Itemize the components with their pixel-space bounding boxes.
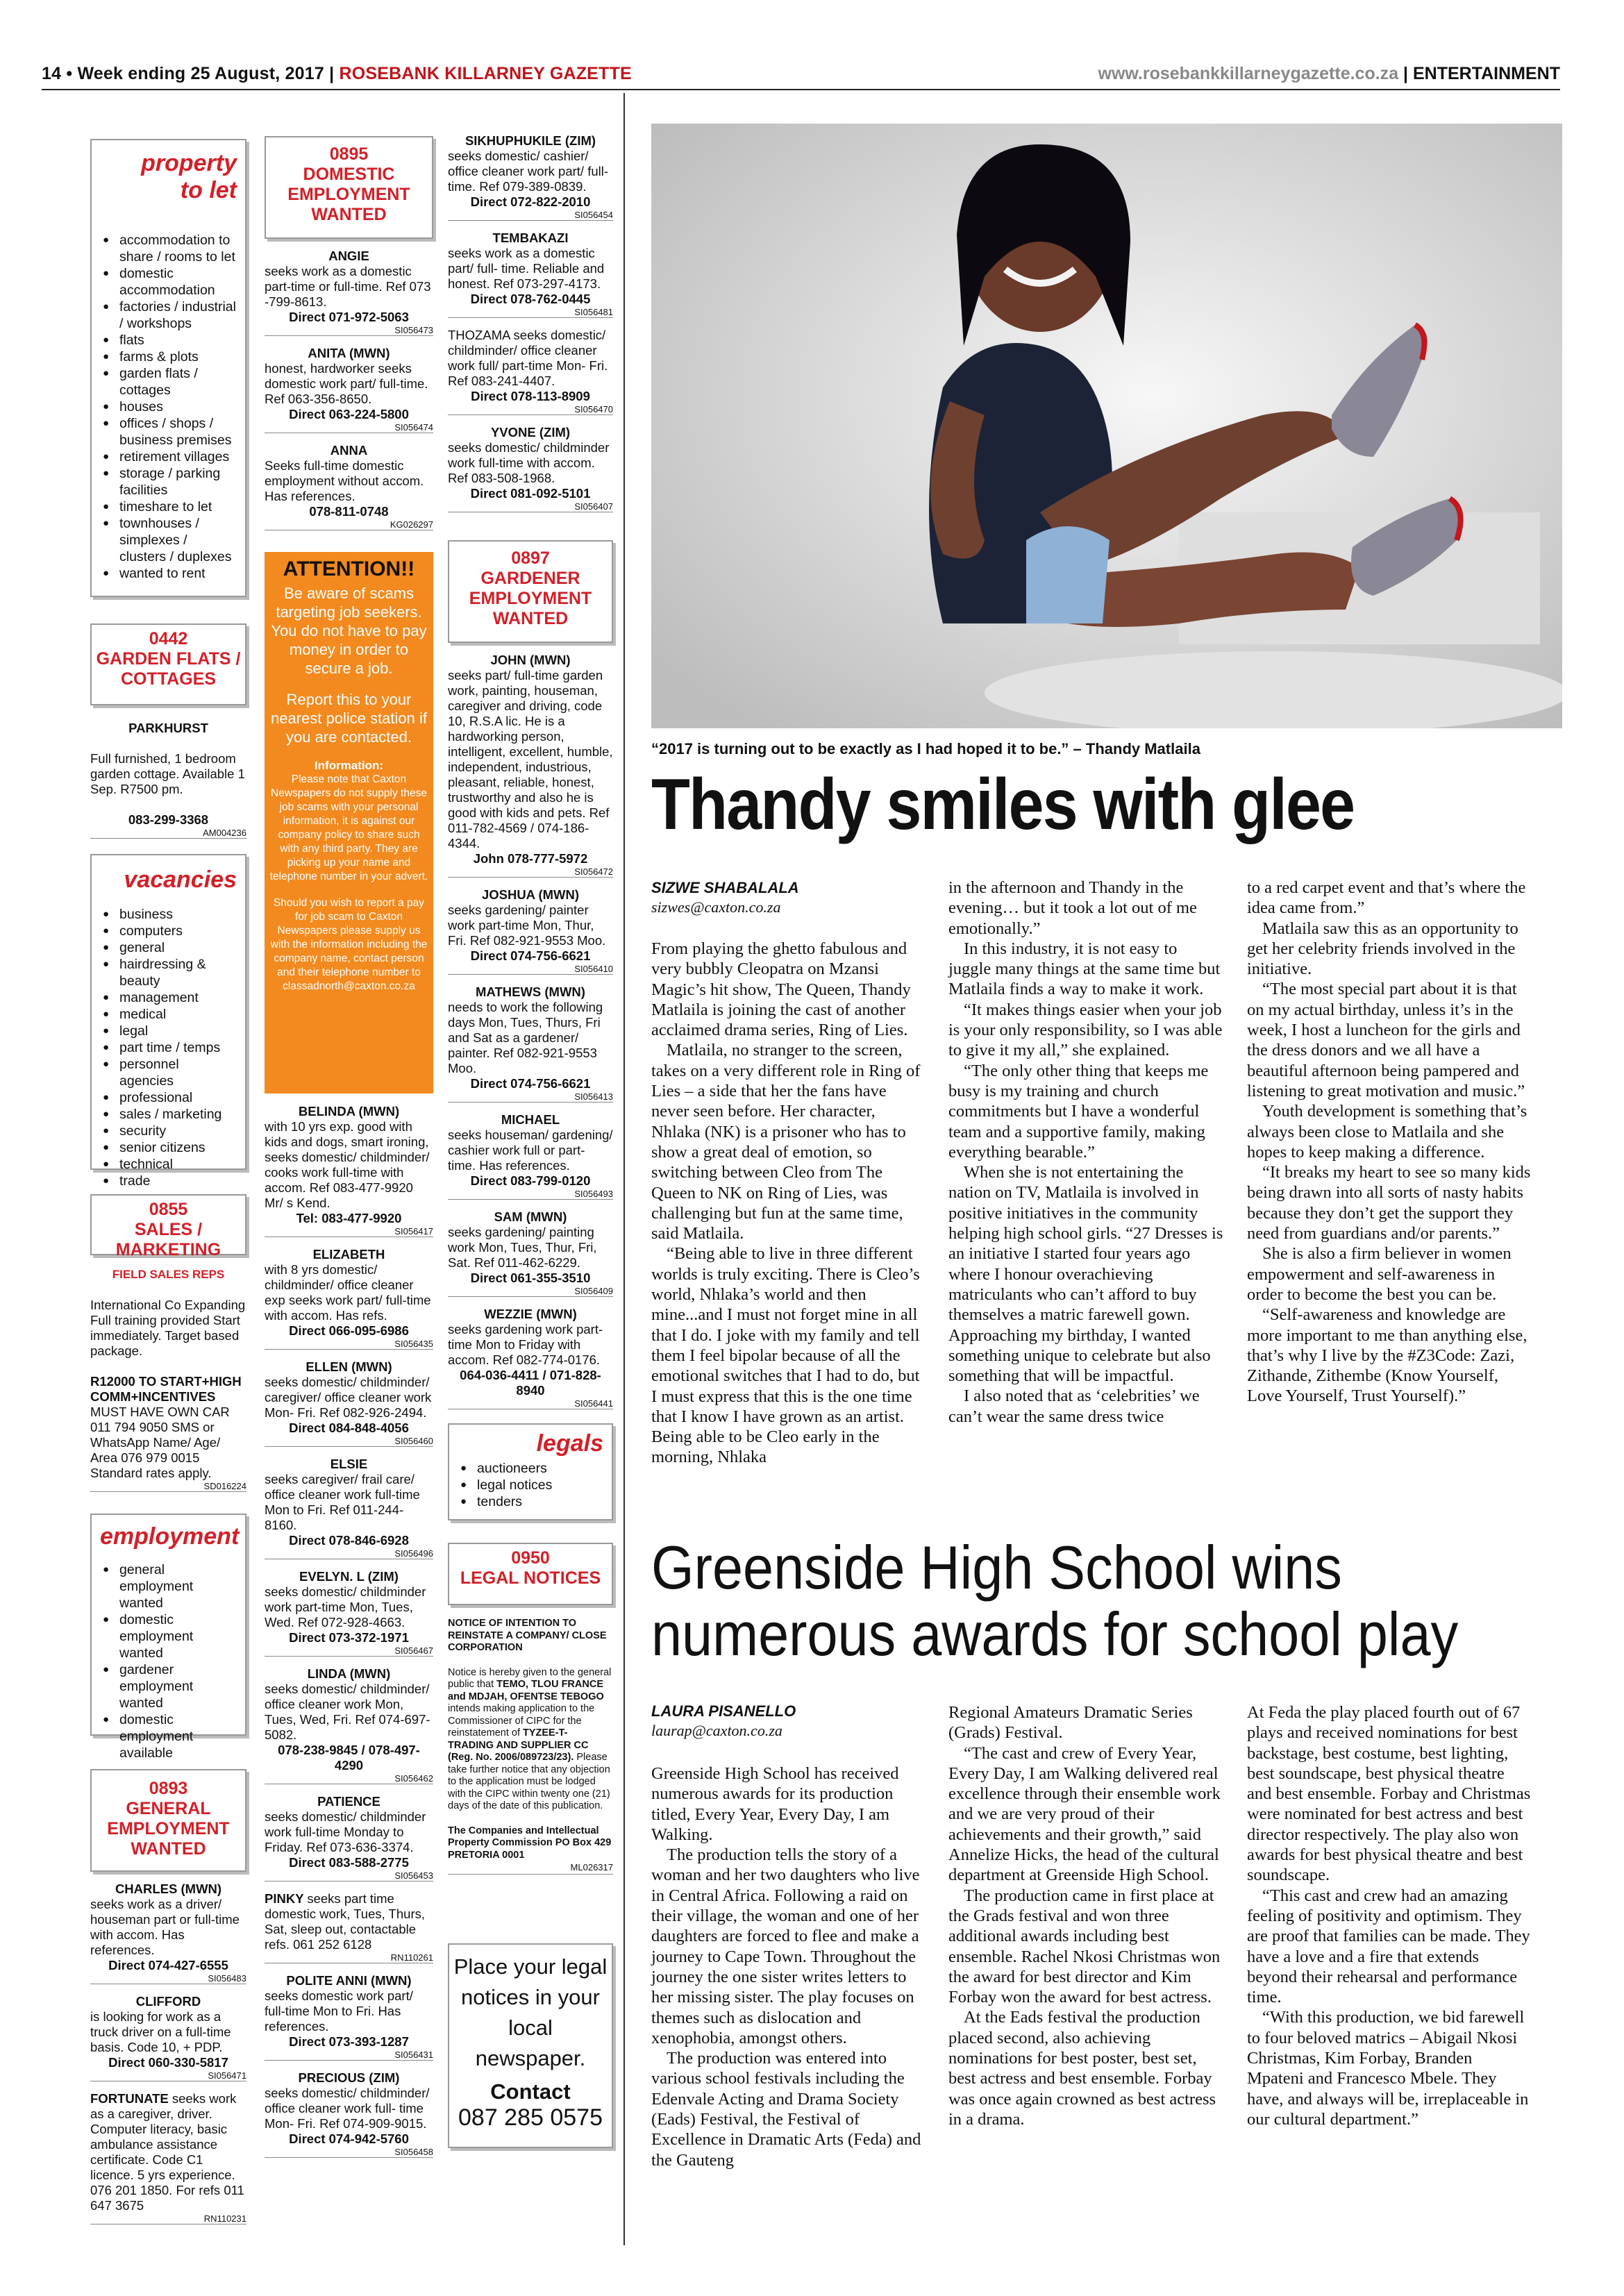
place-notice-text: Place your legal notices in your local newspaper. (453, 1954, 608, 2070)
ad-text: seeks domestic/ cashier/ office cleaner work part/ full-time. Ref 079-389-0839. (448, 149, 609, 194)
ad-phone: Direct 071-972-5063 (289, 310, 409, 324)
col3-ads-bottom (448, 653, 613, 1419)
ad-text: THOZAMA seeks domestic/ childminder/ office cleaner work full/ part-time Mon- Fri. Ref 083-241-4407. (448, 328, 608, 388)
ad-name: SAM (MWN) (494, 1209, 567, 1224)
category-list-item: ● part time / temps (100, 1039, 237, 1056)
category-list-item: ● wanted to rent (100, 565, 237, 582)
category-list-item: ● technical (100, 1156, 237, 1173)
category-list-item: ● personnel agencies (100, 1056, 237, 1089)
attention-info-text: Should you wish to report a pay for job scam to Caxton Newspapers please supply us with the information including the company name, contact person and their telephone number to classadnorth@caxton.co.za (270, 897, 428, 992)
ad-text: seeks domestic/ childminder work part-time Mon, Tues, Wed. Ref 072-928-4663. (265, 1584, 426, 1629)
ad-text: seeks work as a driver/ houseman part or full-time with accom. Has references. (90, 1897, 240, 1957)
article2-email[interactable]: laurap@caxton.co.za (651, 1722, 782, 1739)
ad-text: seeks work as a domestic part-time or full-time. Ref 073 -799-8613. (265, 264, 431, 309)
category-number: 0442 (149, 629, 188, 648)
ad-name: ANGIE (328, 249, 369, 263)
ad-text: Seeks full-time domestic employment without accom. Has references. (265, 458, 424, 503)
ad-ref: SI056407 (448, 501, 613, 512)
ad-text: seeks work as a caregiver, driver. Computer literacy, basic ambulance assistance certificate. Code C1 licence. 5 yrs experience. 076 201 1850. For refs 011 647 3675 (90, 2091, 244, 2213)
attention-info-text: Please note that Caxton Newspapers do not supply these job scams with your personal information, it is against our company policy to share such with any third party. They are picking up your name and telephone number in your advert. (269, 773, 428, 882)
ad-ref: SI056472 (448, 866, 613, 878)
ad-phone: Direct 081-092-5101 (470, 486, 591, 501)
category-list-item: ● legal (100, 1023, 237, 1039)
place-notice-phone: 087 285 0575 (458, 2104, 603, 2131)
ad-name: CHARLES (MWN) (115, 1882, 222, 1896)
ad-text: needs to work the following days Mon, Tues, Thurs, Fri and Sat as a gardener/ painter. Ref 082-921-9553 Moo. (448, 1000, 603, 1075)
ad-name: MICHAEL (501, 1112, 560, 1127)
ad-text: seeks domestic/ childminder work full-time Monday to Friday. Ref 073-636-3374. (265, 1809, 426, 1854)
category-list-item: ● auctioneers (458, 1460, 603, 1477)
article-paragraph: The production came in first place at the Grads festival and won three additional awards including best ensemble. Rachel Nkosi Christmas won the award for best director and Kim Forbay won the award for best actress. (948, 1886, 1221, 2007)
legal-notice-text: Notice is hereby given to the general public that (448, 1666, 612, 1690)
category-list-item: ● gardener employment wanted (100, 1661, 237, 1711)
ad-ref: SI056493 (448, 1189, 613, 1200)
scam-attention-box (265, 552, 433, 1093)
category-list-item: ● timeshare to let (100, 498, 237, 515)
classified-ad (265, 1794, 433, 1882)
category-list-item: ● storage / parking facilities (100, 465, 237, 498)
legal-notice-title: NOTICE OF INTENTION TO REINSTATE A COMPANY/ CLOSE CORPORATION (448, 1618, 607, 1653)
category-list-item: ● houses (100, 399, 237, 415)
column-divider (623, 93, 625, 2245)
ad-phone: Direct 084-848-4056 (289, 1421, 409, 1435)
ad-name: MATHEWS (MWN) (476, 984, 585, 999)
category-list-item: ● domestic employment available (100, 1711, 237, 1761)
ad-ref: SI056481 (448, 307, 613, 318)
article-paragraph: “The most special part about it is that on my actual birthday, unless it’s in the week, I host a luncheon for the girls and the dress donors and we all have a beautiful afternoon being pampered and listening to great motivation and music.” (1247, 980, 1525, 1100)
classified-ad (448, 984, 613, 1103)
property-to-let-title: property to let (141, 150, 237, 204)
ad-phone: Direct 074-942-5760 (289, 2131, 409, 2146)
ad-name: ELSIE (330, 1457, 368, 1471)
ad-text: seeks gardening/ painter work part-time Mon, Thur, Fri. Ref 082-921-9553 Moo. (448, 903, 606, 948)
legal-notice (448, 1618, 613, 1875)
ad-field-sales (90, 1267, 246, 1502)
article-paragraph: “Self-awareness and knowledge are more important to me than anything else, that’s why I live by the #Z3Code: Zazi, Zithande, Zithembe (Know Yourself, Love Yourself, Trust Yourself).” (1247, 1305, 1527, 1406)
legals-title: legals (536, 1430, 603, 1457)
thandy-photo (651, 124, 1562, 728)
category-list-item: ● sales / marketing (100, 1106, 237, 1123)
article-paragraph: Matlaila, no stranger to the screen, takes on a very different role in Ring of Lies – a side that her the fans have never seen before. Her character, Nhlaka (NK) is a prisoner who has to show a great deal of emotion, so switching between Cleo from The Queen to NK on Ring of Lies, was challenging but fun at the same time, said Matlaila. (651, 1041, 921, 1243)
category-list-item: ● trade (100, 1173, 237, 1189)
ad-ref: RN110261 (265, 1952, 433, 1963)
classified-ad (265, 1891, 433, 1963)
ad-phone: Direct 060-330-5817 (108, 2055, 228, 2070)
ad-text: seeks domestic work part/ full-time Mon to Fri. Has references. (265, 1988, 413, 2034)
category-0855 (90, 1194, 246, 1259)
ad-name: PARKHURST (128, 721, 208, 735)
website-link[interactable]: www.rosebankkillarneygazette.co.za (1098, 64, 1399, 83)
article-paragraph: The production tells the story of a woman and her two daughters who live in Central Africa. Following a raid on their village, the woman and one of her daughters are forced to flee and make a journey to Cape Town. Throughout the journey the one sister writes letters to her missing sister. The play focuses on themes such as dislocation and xenophobia, amongst others. (651, 1845, 920, 2047)
section-name: ENTERTAINMENT (1412, 64, 1560, 83)
ad-phone: 083-299-3368 (128, 812, 209, 827)
category-list-item: ● domestic accommodation (100, 265, 237, 299)
ad-ref: SI056417 (265, 1226, 433, 1237)
category-list-item: ● townhouses / simplexes / clusters / duplexes (100, 515, 237, 565)
article-paragraph: “It breaks my heart to see so many kids being drawn into all sorts of nasty habits because they don’t get the support they need from guardians and/or parents.” (1247, 1163, 1531, 1243)
ad-text: seeks gardening work part-time Mon to Friday with accom. Ref 082-774-0176. (448, 1322, 603, 1367)
article-paragraph: From playing the ghetto fabulous and very bubbly Cleopatra on Mzansi Magic’s hit show, The Queen, Thandy Matlaila is joining the cast of another acclaimed drama series, Ring of Lies. (651, 939, 911, 1040)
classified-ad (265, 1457, 433, 1559)
ad-name: ELLEN (MWN) (305, 1359, 392, 1374)
attention-text: Be aware of scams targeting job seekers. You do not have to pay money in order to secure a job. (271, 585, 427, 677)
article-paragraph: “Being able to live in three different worlds is truly exciting. There is Cleo’s world, Nhlaka’s world and then mine...and I must not forget mine in all that I do. I joke with my family and tell them I feel bipolar because of all the emotional switches that I had to do, but I must express that this is the one time that I know I have grown as an artist. Being able to be Cleo early in the morning, Nhlaka (651, 1244, 920, 1467)
ad-title: FIELD SALES REPS (112, 1268, 225, 1281)
ad-name: ANNA (330, 443, 368, 458)
ad-text: seeks domestic/ childminder work full-time with accom. Ref 083-508-1968. (448, 440, 610, 485)
article-paragraph: At the Eads festival the production placed second, also achieving nominations for best poster, best set, best actress and best ensemble. Forbay was once again crowned as best actress in a drama. (948, 2008, 1216, 2129)
attention-info-title: Information: (314, 759, 384, 772)
article-paragraph: When she is not entertaining the nation on TV, Matlaila is involved in positive initiatives in the community helping high school girls. “27 Dresses is an initiative I started four years ago where I honour overachieving matriculants who can’t afford to buy themselves a matric farewell gown. Approaching my birthday, I wanted something unique to celebrate but also something that will be impactful. (948, 1163, 1223, 1386)
article2-col3 (1247, 1702, 1532, 2129)
ad-ref: SI056470 (448, 404, 613, 415)
article1-col2 (948, 878, 1223, 1427)
ad-name: BELINDA (MWN) (298, 1104, 400, 1118)
ad-ref: SI056460 (265, 1436, 433, 1447)
ad-text: with 10 yrs exp. good with kids and dogs, smart ironing, seeks domestic/ childminder/ cooks work full-time with accom. Ref 083-477-9920 Mr/ s Kend. (265, 1119, 430, 1210)
category-list-item: ● flats (100, 332, 237, 349)
vacancies-title: vacancies (124, 866, 237, 893)
article1-headline: Thandy smiles with glee (651, 764, 1355, 845)
vacancies-category-list (100, 906, 237, 1189)
vacancies-box (90, 854, 246, 1189)
category-list-item: ● hairdressing & beauty (100, 956, 237, 989)
ad-phone: Direct 078-762-0445 (470, 292, 591, 306)
article2-author: LAURA PISANELLO (651, 1702, 796, 1720)
article-paragraph: “The cast and crew of Every Year, Every Day, I am Walking delivered real excellence through their ensemble work and we are very proud of their achievements and their growth,” said Annelize Hicks, the head of the cultural department at Greenside High School. (948, 1743, 1221, 1885)
article-paragraph: Greenside High School has received numerous awards for its production titled, Every Year, Every Day, I am Walking. (651, 1764, 899, 1844)
classified-ad (90, 1882, 246, 1984)
category-list-item: ● legal notices (458, 1477, 603, 1493)
classified-ad (448, 1112, 613, 1200)
classified-ad (265, 249, 433, 336)
ad-text: honest, hardworker seeks domestic work part/ full-time. Ref 063-356-8650. (265, 361, 428, 406)
ad-name: JOHN (MWN) (490, 653, 571, 667)
col2-ads-bottom (265, 1104, 433, 2168)
ad-ref: SI056483 (90, 1973, 246, 1984)
photo-caption: “2017 is turning out to be exactly as I had hoped it to be.” – Thandy Matlaila (651, 740, 1200, 757)
legal-notice-body (448, 1667, 613, 1813)
ad-parkhurst (90, 721, 246, 848)
ad-name: PATIENCE (317, 1794, 380, 1809)
place-notice-contact-label: Contact (490, 2079, 571, 2104)
legal-notice-text: intends making application to the Commissioner of CIPC for the reinstatement of (448, 1703, 595, 1738)
ad-ref: SI056471 (90, 2070, 246, 2081)
employment-box (90, 1514, 246, 1761)
classified-ad (265, 1569, 433, 1657)
ad-text: seeks domestic/ childminder/ caregiver/ office cleaner work Mon- Fri. Ref 082-926-2494. (265, 1375, 432, 1420)
classified-ad (265, 346, 433, 433)
category-list-item: ● senior citizens (100, 1139, 237, 1156)
ad-phone: Direct 074-427-6555 (108, 1958, 228, 1972)
article-paragraph: “With this production, we bid farewell to four beloved matrics – Abigail Nkosi Christmas, Kim Forbay, Branden Mpateni and Francesco Mbele. They have, and always will be, irreplaceable in our cultural department.” (1247, 2008, 1529, 2129)
classified-ad (448, 1307, 613, 1409)
article-paragraph: I also noted that as ‘celebrities’ we can’t wear the same dress twice (948, 1386, 1200, 1426)
classified-ad (448, 425, 613, 512)
ad-name: JOSHUA (MWN) (481, 887, 580, 902)
header-rule (42, 89, 1560, 90)
ad-text: seeks domestic/ childminder/ office cleaner work Mon, Tues, Wed, Fri. Ref 074-697-5082. (265, 1682, 430, 1742)
classified-ad (265, 1247, 433, 1350)
category-list-item: ● accommodation to share / rooms to let (100, 232, 237, 265)
ad-ref: SI056410 (448, 964, 613, 975)
category-number: 0895 (329, 144, 369, 164)
article-paragraph: “The only other thing that keeps me busy is my training and church commitments but I have a wonderful team and a supportive family, making everything bearable.” (948, 1061, 1209, 1162)
category-0895 (265, 136, 433, 239)
employment-category-list (100, 1561, 237, 1761)
issue-date: 14 • Week ending 25 August, 2017 | (42, 64, 340, 83)
classified-ad (265, 1104, 433, 1237)
classified-ad (265, 1973, 433, 2061)
property-to-let-box (90, 139, 246, 597)
article1-col1 (651, 939, 928, 1468)
attention-title: ATTENTION!! (283, 558, 415, 580)
category-label: SALES / MARKETING (115, 1220, 221, 1259)
ad-name: PINKY (265, 1891, 308, 1906)
article2-headline-line1: Greenside High School wins (651, 1533, 1342, 1602)
article-paragraph: Matlaila saw this as an opportunity to get her celebrity friends involved in the initiative. (1247, 919, 1518, 979)
legals-category-list (458, 1460, 603, 1510)
photo-illustration (651, 124, 1562, 728)
ad-name: FORTUNATE (90, 2091, 172, 2106)
ad-text: International Co Expanding Full training provided Start immediately. Target based package. (90, 1298, 246, 1358)
ad-phone: Direct 061-355-3510 (470, 1271, 591, 1285)
ad-name: ELIZABETH (312, 1247, 385, 1262)
ad-name: ANITA (MWN) (308, 346, 390, 360)
category-list-item: ● management (100, 989, 237, 1006)
article-paragraph: in the afternoon and Thandy in the evening… but it took a lot out of me emotionally.” (948, 878, 1197, 938)
classified-ad (448, 887, 613, 975)
ad-text: seeks domestic/ childminder/ office cleaner work full- time Mon- Fri. Ref 074-909-9015. (265, 2086, 430, 2131)
ad-ref: SD016224 (90, 1481, 246, 1492)
ad-ref: SI056458 (265, 2147, 433, 2158)
category-0442 (90, 623, 246, 705)
article2-headline-line2: numerous awards for school play (651, 1600, 1459, 1668)
category-0893 (90, 1769, 246, 1872)
classified-ad (448, 653, 613, 878)
ad-text: seeks houseman/ gardening/ cashier work full or part- time. Has references. (448, 1128, 613, 1173)
ad-highlight: R12000 TO START+HIGH COMM+INCENTIVES (90, 1374, 242, 1404)
ad-text: seeks gardening/ painting work Mon, Tues, Thur, Fri, Sat. Ref 011-462-6229. (448, 1225, 597, 1270)
legals-box (448, 1423, 613, 1520)
category-list-item: ● tenders (458, 1493, 603, 1510)
ad-ref: AM004236 (90, 828, 246, 839)
ad-ref: SI056496 (265, 1548, 433, 1559)
ad-phone: Direct 066-095-6986 (289, 1323, 409, 1338)
ad-ref: SI056413 (448, 1091, 613, 1103)
legal-notice-ref: ML026317 (448, 1861, 613, 1875)
category-label: GARDEN FLATS / COTTAGES (96, 649, 241, 689)
ad-ref: SI056454 (448, 210, 613, 221)
category-0950 (448, 1543, 613, 1605)
ad-name: LINDA (MWN) (307, 1666, 391, 1681)
category-list-item: ● retirement villages (100, 449, 237, 465)
ad-name: WEZZIE (MWN) (484, 1307, 577, 1321)
ad-phone: Direct 083-799-0120 (470, 1173, 591, 1188)
ad-name: TEMBAKAZI (492, 231, 569, 245)
ad-name: PRECIOUS (ZIM) (298, 2070, 400, 2085)
classified-ad (448, 328, 613, 415)
category-number: 0897 (511, 548, 550, 568)
category-list-item: ● domestic employment wanted (100, 1611, 237, 1661)
category-label: GARDENER EMPLOYMENT WANTED (469, 569, 592, 628)
ad-ref: SI056462 (265, 1773, 433, 1784)
category-list-item: ● medical (100, 1006, 237, 1023)
page-header-right (1098, 64, 1561, 84)
ad-body (448, 328, 613, 389)
category-list-item: ● business (100, 906, 237, 923)
legal-notice-company: TYZEE-T- TRADING AND SUPPLIER CC (Reg. No. 2006/089723/23). (448, 1727, 589, 1763)
ad-name: CLIFFORD (135, 1994, 201, 2009)
classified-ad (90, 1994, 246, 2081)
ad-phone: Direct 078-113-8909 (471, 389, 590, 403)
legal-notice-address: The Companies and Intellectual Property Commission PO Box 429 PRETORIA 0001 (448, 1825, 612, 1861)
ad-ref: SI056474 (265, 422, 433, 433)
legal-notice-applicants: TEMO, TLOU FRANCE and MDJAH, OFENTSE TEBOGO (448, 1679, 604, 1702)
article-paragraph: to a red carpet event and that’s where the idea came from.” (1247, 878, 1526, 918)
classified-ad (265, 1666, 433, 1784)
category-list-item: ● security (100, 1123, 237, 1139)
col2-ads-top (265, 249, 433, 540)
article1-author: SIZWE SHABALALA (651, 879, 799, 896)
ad-ref: SI056453 (265, 1870, 433, 1882)
article-paragraph: Youth development is something that’s always been close to Matlaila and she hopes to keep making a difference. (1247, 1102, 1527, 1162)
ad-name: EVELYN. L (ZIM) (299, 1569, 399, 1584)
article2-col1 (651, 1763, 928, 2170)
category-number: 0950 (511, 1548, 550, 1568)
article-paragraph: She is also a firm believer in women empowerment and self-awareness in order to become the best you can be. (1247, 1244, 1512, 1304)
ad-ref: SI056441 (448, 1398, 613, 1409)
category-0897 (448, 540, 613, 643)
place-legal-notice-box (448, 1943, 613, 2148)
category-list-item: ● general employment wanted (100, 1561, 237, 1611)
ad-text: seeks caregiver/ frail care/ office cleaner work full-time Mon to Fri. Ref 011-244-8160. (265, 1472, 420, 1532)
legal-notice-text: Please take further notice that any objection to the application must be lodged with the CIPC within twenty one (21) days of the date of this publication. (448, 1752, 610, 1811)
page-header-left (42, 64, 632, 84)
ad-phone: Direct 073-372-1971 (289, 1630, 409, 1645)
attention-text: Report this to your nearest police station if you are contacted. (270, 691, 428, 746)
ad-text: MUST HAVE OWN CAR 011 794 9050 SMS or WhatsApp Name/ Age/ Area 076 979 0015 Standard rates apply. (90, 1405, 230, 1480)
category-number: 0855 (149, 1200, 188, 1219)
classified-ad (448, 231, 613, 318)
ad-body (90, 2091, 246, 2213)
classified-ad (448, 133, 613, 221)
ad-ref: SI056409 (448, 1286, 613, 1297)
ad-text: Full furnished, 1 bedroom garden cottage. Available 1 Sep. R7500 pm. (90, 751, 245, 796)
classified-ad (448, 1209, 613, 1297)
publication-name: ROSEBANK KILLARNEY GAZETTE (339, 64, 632, 83)
ad-ref: SI056473 (265, 325, 433, 336)
ad-ref: RN110231 (90, 2213, 246, 2224)
ad-ref: KG026297 (265, 519, 433, 530)
category-list-item: ● garden flats / cottages (100, 365, 237, 399)
ad-text: seeks work as a domestic part/ full- time. Reliable and honest. Ref 073-297-4173. (448, 246, 605, 291)
classified-ad (265, 2070, 433, 2158)
category-number: 0893 (149, 1779, 188, 1798)
ad-phone: Direct 072-822-2010 (470, 194, 591, 209)
ad-ref: SI056431 (265, 2050, 433, 2061)
ad-text: seeks part time domestic work, Tues, Thurs, Sat, sleep out, contactable refs. 061 252 6128 (265, 1891, 425, 1952)
employment-title: employment (100, 1523, 240, 1550)
property-category-list (100, 232, 237, 582)
article-paragraph: At Feda the play placed fourth out of 67 plays and received nominations for best backstage, best costume, best lighting, best soundscape, best physical theatre and best ensemble. Forbay and Christmas were nominated for best actress and best director respectively. The play also won awards for best physical theatre and best soundscape. (1247, 1703, 1531, 1885)
ad-phone: Direct 073-393-1287 (289, 2034, 409, 2049)
ad-name: SIKHUPHUKILE (ZIM) (464, 133, 596, 148)
article1-col3 (1247, 878, 1532, 1407)
col1-ads (90, 1882, 246, 2234)
ad-phone: John 078-777-5972 (473, 851, 588, 866)
article-paragraph: Regional Amateurs Dramatic Series (Grads) Festival. (948, 1703, 1193, 1743)
article1-email[interactable]: sizwes@caxton.co.za (651, 898, 781, 916)
classified-ad (265, 1359, 433, 1447)
ad-text: with 8 yrs domestic/ childminder/ office cleaner exp seeks work part/ full-time with accom. Has refs. (265, 1262, 431, 1323)
article-paragraph: “It makes things easier when your job is your only responsibility, so I was able to give it my all,” she explained. (948, 1000, 1223, 1060)
classified-ad (90, 2091, 246, 2224)
category-label: GENERAL EMPLOYMENT WANTED (107, 1799, 230, 1859)
ad-phone: Direct 063-224-5800 (289, 407, 409, 421)
category-label: DOMESTIC EMPLOYMENT WANTED (287, 165, 410, 224)
col3-ads-top (448, 133, 613, 522)
ad-name: YVONE (ZIM) (490, 425, 571, 439)
article2-col2 (948, 1702, 1223, 2129)
category-list-item: ● farms & plots (100, 349, 237, 365)
classified-ad (265, 443, 433, 530)
ad-phone: 064-036-4411 / 071-828-8940 (460, 1368, 601, 1398)
ad-phone: 078-238-9845 / 078-497-4290 (278, 1743, 420, 1773)
ad-ref: SI056467 (265, 1645, 433, 1657)
category-list-item: ● general (100, 939, 237, 956)
category-list-item: ● computers (100, 923, 237, 939)
ad-phone: Direct 074-756-6621 (470, 948, 591, 963)
category-label: LEGAL NOTICES (460, 1568, 601, 1588)
ad-ref: SI056435 (265, 1339, 433, 1350)
category-list-item: ● professional (100, 1089, 237, 1106)
ad-phone: Direct 078-846-6928 (289, 1533, 409, 1548)
ad-phone: Direct 083-588-2775 (289, 1855, 409, 1870)
ad-phone: Tel: 083-477-9920 (296, 1211, 402, 1225)
article-paragraph: In this industry, it is not easy to juggle many things at the same time but Matlaila finds a way to make it work. (948, 939, 1221, 999)
header-separator: | (1398, 64, 1413, 83)
ad-text: is looking for work as a truck driver on a full-time basis. Code 10, + PDP. (90, 2009, 231, 2054)
ad-name: POLITE ANNI (MWN) (286, 1973, 412, 1988)
category-list-item: ● offices / shops / business premises (100, 415, 237, 449)
article-paragraph: The production was entered into various school festivals including the Edenvale Acting and Drama Society (Eads) Festival, the Festival of Excellence in Dramatic Arts (Feda) and the Gauteng (651, 2049, 921, 2170)
ad-text: seeks part/ full-time garden work, painting, houseman, caregiver and driving, code 10, R.S.A lic. He is a hardworking person, intelligent, excellent, humble, independent, industrious, pleasant, reliable, honest, trustworthy and also he is good with kids and pets. Ref 011-782-4569 / 074-186-4344. (448, 668, 613, 850)
ad-body (265, 1891, 433, 1952)
ad-phone: 078-811-0748 (309, 504, 389, 519)
category-list-item: ● factories / industrial / workshops (100, 299, 237, 332)
ad-phone: Direct 074-756-6621 (470, 1076, 591, 1091)
article-paragraph: “This cast and crew had an amazing feeling of positivity and optimism. They are proof that families can be made. They have a love and a fire that extends beyond their rehearsal and performance time. (1247, 1886, 1530, 2007)
